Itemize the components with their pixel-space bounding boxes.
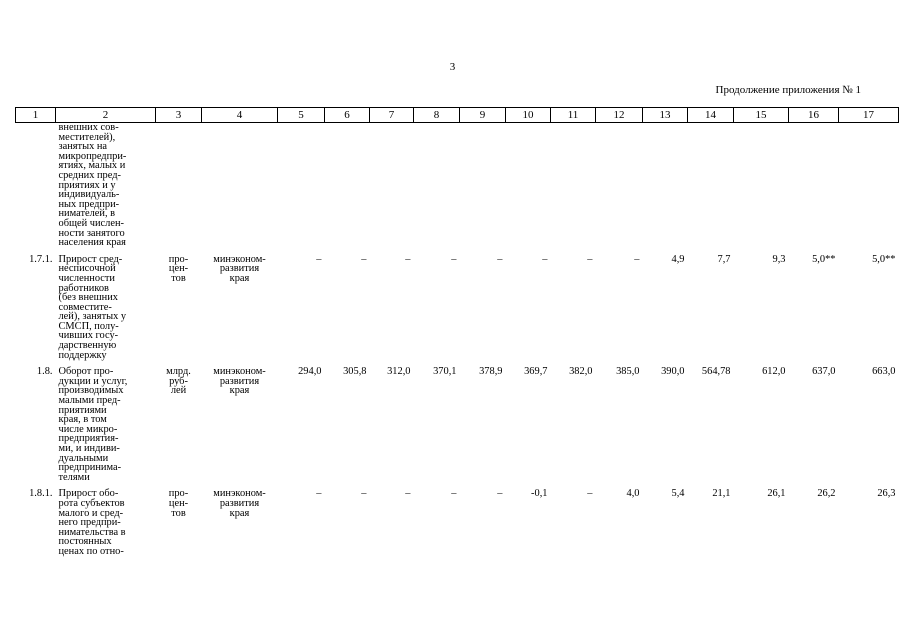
value-cell: [506, 123, 551, 254]
column-number-5: 5: [278, 108, 325, 123]
indicator-name: внешних сов- местителей), занятых на микропредпри- ятиях, малых и средних пред- приятиях и у индивидуаль- ных предпри- нимателей, в общей числен- ности занятого населения края: [58, 122, 127, 249]
column-number-14: 14: [688, 108, 734, 123]
indicator-name: Прирост сред- несписочной численности работников (без внешних совместите- лей), занятых у СМСП, полу- чивших госу- дарственную поддержку: [58, 253, 127, 361]
value-cell: 9,3: [772, 253, 786, 265]
value-cell: -0,1: [531, 488, 548, 500]
unit-of-measure: [156, 123, 202, 254]
value-cell: [839, 123, 899, 254]
value-cell: –: [451, 253, 457, 265]
value-cell: –: [587, 488, 593, 500]
column-number-7: 7: [370, 108, 414, 123]
value-cell: [643, 123, 688, 254]
row-number: [16, 123, 56, 254]
responsible-body: минэконом- развития края: [213, 366, 266, 397]
value-cell: 4,0: [626, 488, 640, 500]
table-row: [16, 123, 899, 254]
responsible-body: [202, 123, 278, 254]
value-cell: [596, 123, 643, 254]
row-number: 1.8.1.: [29, 488, 53, 500]
value-cell: 21,1: [712, 488, 731, 500]
responsible-body: минэконом- развития края: [213, 253, 266, 284]
value-cell: 305,8: [343, 366, 367, 378]
value-cell: –: [634, 253, 640, 265]
column-number-12: 12: [596, 108, 643, 123]
column-number-9: 9: [460, 108, 506, 123]
value-cell: 26,3: [877, 488, 896, 500]
column-number-13: 13: [643, 108, 688, 123]
column-number-1: 1: [16, 108, 56, 123]
value-cell: –: [542, 253, 548, 265]
value-cell: [278, 123, 325, 254]
value-cell: 4,9: [671, 253, 685, 265]
value-cell: –: [316, 253, 322, 265]
table-row: [16, 254, 899, 367]
value-cell: [414, 123, 460, 254]
column-number-4: 4: [202, 108, 278, 123]
value-cell: 5,0**: [812, 253, 836, 265]
value-cell: 369,7: [524, 366, 548, 378]
value-cell: –: [497, 488, 503, 500]
table-row: [16, 366, 899, 488]
value-cell: [789, 123, 839, 254]
column-number-10: 10: [506, 108, 551, 123]
value-cell: 5,0**: [872, 253, 896, 265]
value-cell: 663,0: [872, 366, 896, 378]
table-body: [16, 123, 899, 563]
unit-of-measure: про- цен- тов: [168, 488, 189, 519]
value-cell: 294,0: [298, 366, 322, 378]
row-number: 1.7.1.: [29, 253, 53, 265]
column-number-3: 3: [156, 108, 202, 123]
unit-of-measure: про- цен- тов: [168, 253, 189, 284]
value-cell: 7,7: [717, 253, 731, 265]
value-cell: 382,0: [569, 366, 593, 378]
value-cell: 26,2: [817, 488, 836, 500]
continuation-label: Продолжение приложения № 1: [715, 84, 861, 96]
value-cell: 564,78: [701, 366, 731, 378]
value-cell: 26,1: [767, 488, 786, 500]
value-cell: –: [587, 253, 593, 265]
column-number-15: 15: [734, 108, 789, 123]
value-cell: 385,0: [616, 366, 640, 378]
column-number-header: [16, 108, 899, 123]
value-cell: 370,1: [433, 366, 457, 378]
value-cell: 5,4: [671, 488, 685, 500]
column-number-17: 17: [839, 108, 899, 123]
column-number-6: 6: [325, 108, 370, 123]
value-cell: –: [405, 488, 411, 500]
value-cell: [325, 123, 370, 254]
value-cell: 390,0: [661, 366, 685, 378]
value-cell: –: [316, 488, 322, 500]
column-number-11: 11: [551, 108, 596, 123]
value-cell: [734, 123, 789, 254]
value-cell: –: [497, 253, 503, 265]
indicator-name: Прирост обо- рота субъектов малого и сред- него предпри- нимательства в постоянных ценах по отно-: [58, 488, 126, 557]
column-number-16: 16: [789, 108, 839, 123]
value-cell: [370, 123, 414, 254]
value-cell: –: [451, 488, 457, 500]
responsible-body: минэконом- развития края: [213, 488, 266, 519]
indicator-name: Оборот про- дукции и услуг, производимых малыми пред- приятиями края, в том числе микро- предприятия- ми, и индиви- дуальными предпринима- телями: [58, 366, 128, 483]
value-cell: –: [405, 253, 411, 265]
value-cell: [551, 123, 596, 254]
value-cell: –: [361, 253, 367, 265]
value-cell: 312,0: [387, 366, 411, 378]
value-cell: –: [361, 488, 367, 500]
column-number-8: 8: [414, 108, 460, 123]
table-row: [16, 488, 899, 562]
page-number: 3: [449, 61, 456, 73]
value-cell: [688, 123, 734, 254]
column-number-2: 2: [56, 108, 156, 123]
value-cell: 612,0: [762, 366, 786, 378]
indicators-table: [15, 107, 899, 563]
row-number: 1.8.: [36, 366, 53, 378]
value-cell: 378,9: [479, 366, 503, 378]
unit-of-measure: млрд. руб- лей: [166, 366, 191, 397]
value-cell: [460, 123, 506, 254]
value-cell: 637,0: [812, 366, 836, 378]
